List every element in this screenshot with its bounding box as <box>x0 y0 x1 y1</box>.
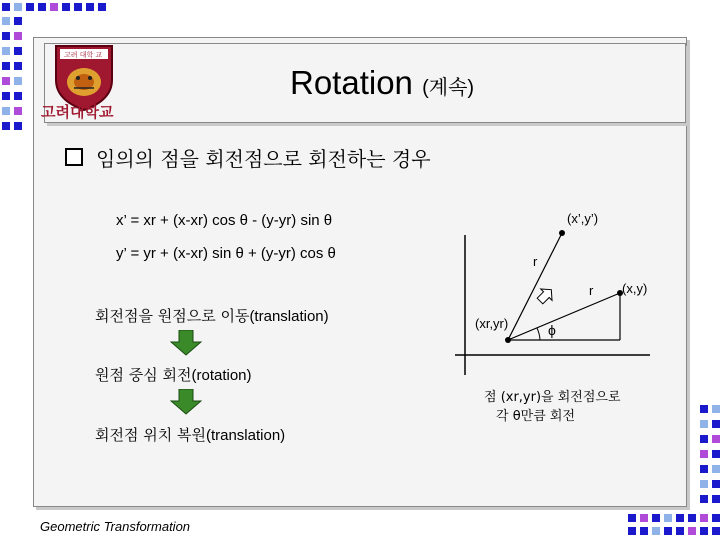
label-point-new: (x’,y’) <box>567 211 599 226</box>
label-r-new: r <box>533 254 538 269</box>
phi-arc <box>537 328 540 340</box>
label-pivot: (xr,yr) <box>475 316 509 331</box>
step-1-en: (translation) <box>249 308 329 325</box>
step-2 <box>95 364 252 385</box>
bullet-icon <box>65 148 83 166</box>
pivot-point <box>505 337 511 343</box>
step-3-en: (translation) <box>205 427 286 444</box>
page-title <box>290 64 474 102</box>
equation-x: x’ = xr + (x-xr) cos θ - (y-yr) sin θ <box>116 212 333 229</box>
diagram-caption-line1: 점 (xr,yr)을 회전점으로 <box>484 390 621 405</box>
step-2-en: (rotation) <box>191 367 252 384</box>
label-point-old: (x,y) <box>622 281 648 296</box>
label-r-old: r <box>589 283 594 298</box>
bullet-text: 임의의 점을 회전점으로 회전하는 경우 <box>96 147 431 171</box>
radius-line-old <box>508 293 620 340</box>
down-arrow-icon <box>170 330 202 356</box>
footer-text: Geometric Transformation <box>40 519 191 534</box>
step-2-kr: 원점 중심 회전 <box>95 366 192 384</box>
label-phi: ϕ <box>548 322 556 338</box>
step-1-kr: 회전점을 원점으로 이동 <box>95 307 250 325</box>
step-1 <box>95 305 329 326</box>
diagram-caption-line2: 각 θ만큼 회전 <box>496 409 576 424</box>
page-title-suffix: (계속) <box>422 77 475 99</box>
svg-text:고려 대학 교: 고려 대학 교 <box>64 51 103 59</box>
point-new <box>559 230 565 236</box>
step-3-kr: 회전점 위치 복원 <box>95 426 206 444</box>
page-title-main: Rotation <box>290 64 413 101</box>
step-3 <box>95 424 285 445</box>
equation-y: y’ = yr + (x-xr) sin θ + (y-yr) cos θ <box>116 245 336 262</box>
logo-text: 고려대학교 <box>41 103 114 121</box>
down-arrow-icon <box>170 389 202 415</box>
rotation-arrow-icon <box>534 284 557 307</box>
